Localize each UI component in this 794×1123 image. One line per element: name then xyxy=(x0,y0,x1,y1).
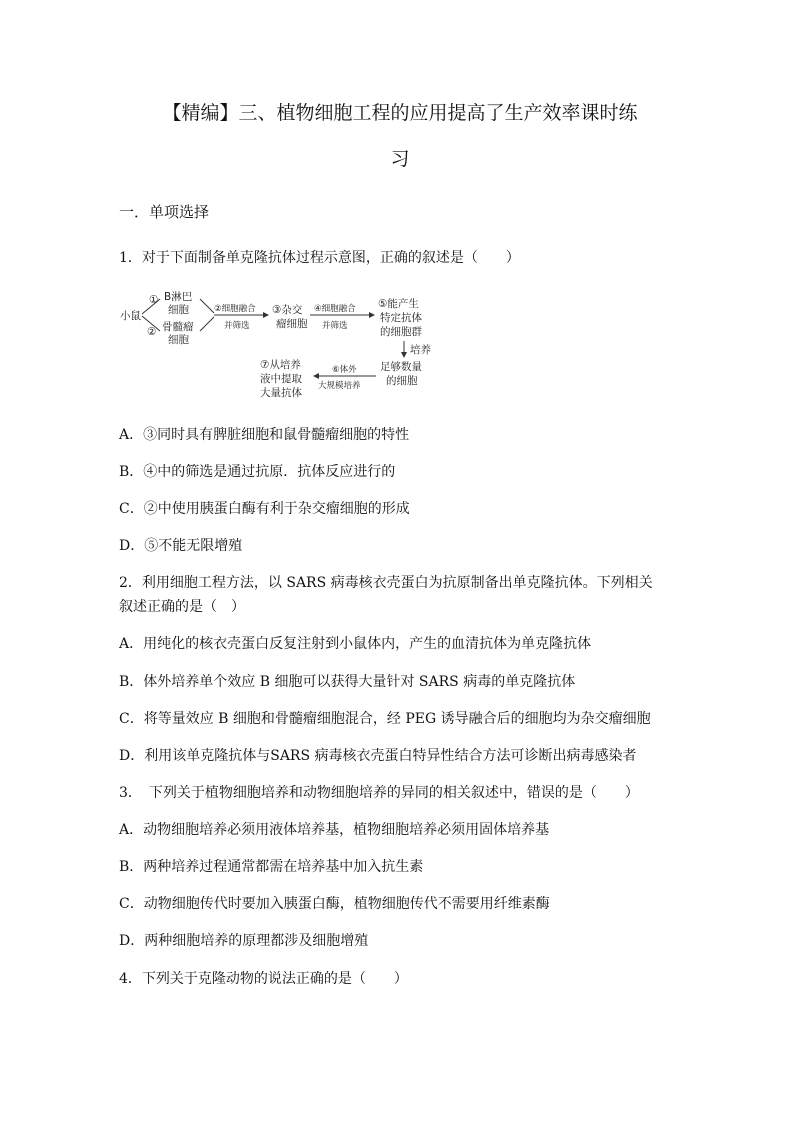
question-2-option-a: A．用纯化的核衣壳蛋白反复注射到小鼠体内，产生的血清抗体为单克隆抗体 xyxy=(119,636,592,652)
diagram-extract-l1: ⑦从培养 xyxy=(260,359,301,371)
diagram-hybrid-l1: ③杂交 xyxy=(272,304,303,316)
diagram-enough-l2: 的细胞 xyxy=(386,375,418,387)
diagram-mouse: 小鼠 xyxy=(120,310,141,322)
question-1-stem: 1．对于下面制备单克隆抗体过程示意图，正确的叙述是（ ） xyxy=(119,250,520,266)
question-3-stem: 3． 下列关于植物细胞培养和动物细胞培养的异同的相关叙述中，错误的是（ ） xyxy=(119,785,639,801)
diagram-step-1: ① xyxy=(149,294,159,306)
question-1-option-a: A．③同时具有脾脏细胞和鼠骨髓瘤细胞的特性 xyxy=(119,427,410,443)
diagram-extract-l3: 大量抗体 xyxy=(260,387,302,399)
question-1-option-b: B．④中的筛选是通过抗原．抗体反应进行的 xyxy=(119,464,396,480)
diagram-invitro-l2: 大规模培养 xyxy=(318,381,361,391)
diagram-myeloma-l2: 细胞 xyxy=(168,334,189,346)
diagram-product-l3: 的细胞群 xyxy=(380,326,422,338)
diagram-hybrid-l2: 瘤细胞 xyxy=(276,318,308,330)
diagram-fusion-l1: ②细胞融合 xyxy=(214,304,256,314)
question-2-option-b: B．体外培养单个效应 B 细胞可以获得大量针对 SARS 病毒的单克隆抗体 xyxy=(119,674,576,690)
diagram-product-l2: 特定抗体 xyxy=(380,312,422,324)
diagram-invitro-l1: ⑥体外 xyxy=(332,365,357,375)
question-2-option-d: D．利用该单克隆抗体与SARS 病毒核衣壳蛋白特异性结合方法可诊断出病毒感染者 xyxy=(119,748,637,764)
question-3-option-d: D．两种细胞培养的原理都涉及细胞增殖 xyxy=(119,933,369,949)
question-3-option-a: A．动物细胞培养必须用液体培养基，植物细胞培养必须用固体培养基 xyxy=(119,822,550,838)
question-3-option-b: B．两种培养过程通常都需在培养基中加入抗生素 xyxy=(119,859,424,875)
question-1-option-c: C．②中使用胰蛋白酶有利于杂交瘤细胞的形成 xyxy=(119,501,410,517)
question-2-stem-line-1: 2．利用细胞工程方法，以 SARS 病毒核衣壳蛋白为抗原制备出单克隆抗体。下列相关 xyxy=(119,575,653,591)
diagram-culture: 培养 xyxy=(410,344,431,356)
title-line-1: 【精编】三、植物细胞工程的应用提高了生产效率课时练 xyxy=(162,102,638,124)
diagram-extract-l2: 液中提取 xyxy=(260,373,302,385)
diagram-b-cell-l2: 细胞 xyxy=(168,304,189,316)
diagram-b-cell-l1: B淋巴 xyxy=(164,291,193,303)
question-4-stem: 4．下列关于克隆动物的说法正确的是（ ） xyxy=(119,971,408,987)
diagram-product-l1: ⑤能产生 xyxy=(378,298,419,310)
diagram-step-2: ② xyxy=(147,326,157,338)
question-1-option-d: D．⑤不能无限增殖 xyxy=(119,538,243,554)
question-3-option-c: C．动物细胞传代时要加入胰蛋白酶，植物细胞传代不需要用纤维素酶 xyxy=(119,896,550,912)
diagram-select-l1: ④细胞融合 xyxy=(314,304,356,314)
section-heading: 一．单项选择 xyxy=(119,203,210,221)
question-2-option-c: C．将等量效应 B 细胞和骨髓瘤细胞混合，经 PEG 诱导融合后的细胞均为杂交瘤细胞 xyxy=(119,711,651,727)
diagram-fusion-l2: 并筛选 xyxy=(224,321,250,331)
diagram-enough-l1: 足够数量 xyxy=(380,361,422,373)
title-line-2: 习 xyxy=(390,148,410,170)
diagram-myeloma-l1: 骨髓瘤 xyxy=(162,321,194,333)
monoclonal-antibody-diagram xyxy=(118,283,448,408)
diagram-select-l2: 并筛选 xyxy=(322,321,348,331)
question-2-stem-line-2: 叙述正确的是（ ） xyxy=(119,599,245,615)
